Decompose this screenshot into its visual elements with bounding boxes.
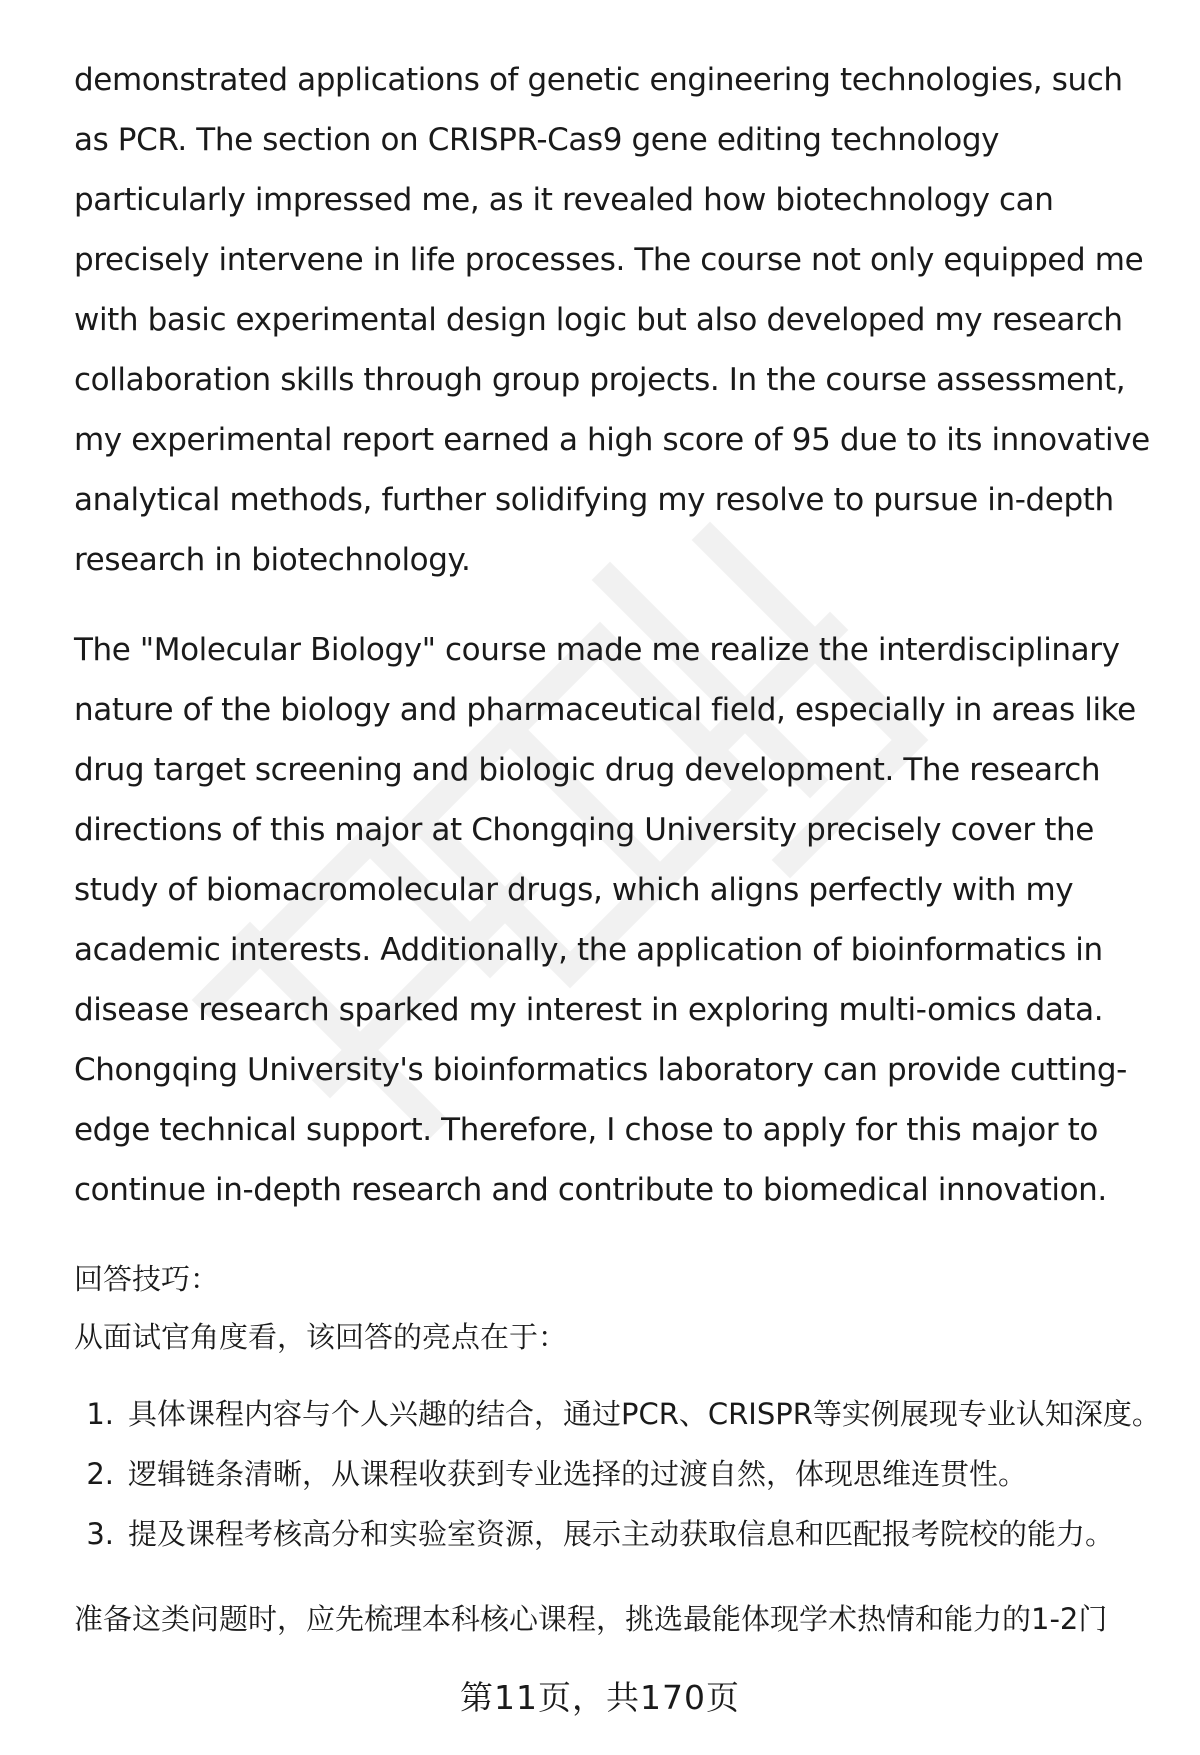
- tips-section: [74, 1250, 1164, 1564]
- list-item-number: 2.: [86, 1457, 114, 1491]
- page-number-footer: 第11页，共170页: [460, 1678, 740, 1717]
- paragraph-course-experience: demonstrated applications of genetic engineering technologies, such as PCR. The section on CRISPR-Cas9 gene editing technology particularly impressed me, as it revealed how biotechnology can precisely intervene in life processes. The course not only equipped me with basic experimental design logic but also developed my research collaboration skills through group projects. In the course assessment, my experimental report earned a high score of 95 due to its innovative analytical methods, further solidifying my resolve to pursue in-depth research in biotechnology.: [74, 62, 1150, 578]
- paragraph-molecular-biology: The "Molecular Biology" course made me realize the interdisciplinary nature of the biology and pharmaceutical field, especially in areas like drug target screening and biologic drug development. The research directions of this major at Chongqing University precisely cover the study of biomacromolecular drugs, which aligns perfectly with my academic interests. Additionally, the application of bioinformatics in disease research sparked my interest in exploring multi-omics data. Chongqing University's bioinformatics laboratory can provide cutting-edge technical support. Therefore, I chose to apply for this major to continue in-depth research and contribute to biomedical innovation.: [74, 632, 1136, 1208]
- list-item-text: 逻辑链条清晰，从课程收获到专业选择的过渡自然，体现思维连贯性。: [128, 1457, 1028, 1491]
- list-item-number: 1.: [86, 1397, 114, 1431]
- tips-list: [74, 1384, 1164, 1564]
- list-item: [74, 1384, 1164, 1444]
- list-item: [74, 1444, 1164, 1504]
- page-content: [74, 50, 1164, 1677]
- list-item-text: 具体课程内容与个人兴趣的结合，通过PCR、CRISPR等实例展现专业认知深度。: [128, 1397, 1161, 1431]
- list-item-text: 提及课程考核高分和实验室资源，展示主动获取信息和匹配报考院校的能力。: [128, 1517, 1115, 1551]
- closing-advice: 准备这类问题时，应先梳理本科核心课程，挑选最能体现学术热情和能力的1-2门: [74, 1602, 1108, 1636]
- tips-heading: 回答技巧：: [74, 1262, 220, 1296]
- list-item-number: 3.: [86, 1517, 114, 1551]
- tips-intro: 从面试官角度看，该回答的亮点在于：: [74, 1320, 568, 1354]
- list-item: [74, 1504, 1164, 1564]
